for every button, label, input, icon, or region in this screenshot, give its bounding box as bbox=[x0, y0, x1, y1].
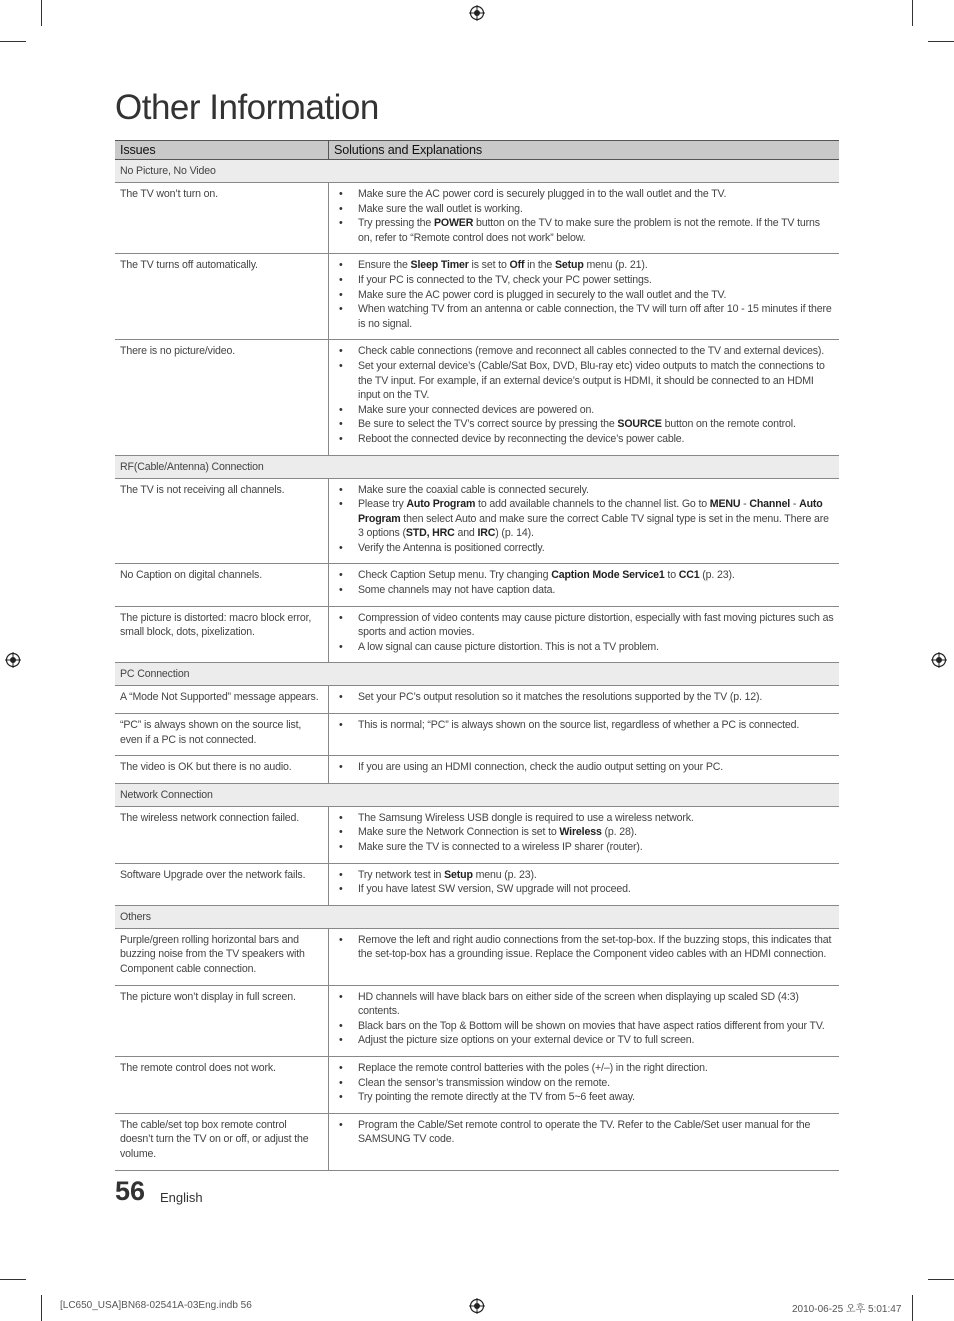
solution-item: • Make sure the wall outlet is working. bbox=[358, 202, 835, 217]
table-row bbox=[115, 714, 839, 756]
solutions-cell bbox=[329, 863, 840, 905]
section-title: Network Connection bbox=[115, 783, 839, 806]
solution-item: • If you are using an HDMI connection, check the audio output setting on your PC. bbox=[358, 760, 835, 775]
solution-item: • Make sure the coaxial cable is connected securely. bbox=[358, 483, 835, 498]
section-title: No Picture, No Video bbox=[115, 160, 839, 183]
solution-item: • Check cable connections (remove and reconnect all cables connected to the TV and external devices). bbox=[358, 344, 835, 359]
solutions-list bbox=[358, 1061, 835, 1105]
issue-cell: The cable/set top box remote control doesn’t turn the TV on or off, or adjust the volume. bbox=[115, 1113, 329, 1170]
solution-item: • If you have latest SW version, SW upgrade will not proceed. bbox=[358, 882, 835, 897]
registration-mark-icon bbox=[5, 652, 21, 668]
issue-cell: Purple/green rolling horizontal bars and buzzing noise from the TV speakers with Component cable connection. bbox=[115, 928, 329, 985]
solution-item: • Program the Cable/Set remote control to operate the TV. Refer to the Cable/Set user manual for the SAMSUNG TV code. bbox=[358, 1118, 835, 1147]
solutions-list bbox=[358, 933, 835, 962]
table-row bbox=[115, 183, 839, 254]
page-number: 56 bbox=[115, 1176, 146, 1206]
solution-item: • Check Caption Setup menu. Try changing Caption Mode Service1 to CC1 (p. 23). bbox=[358, 568, 835, 583]
solutions-cell bbox=[329, 1113, 840, 1170]
issue-cell: Software Upgrade over the network fails. bbox=[115, 863, 329, 905]
solutions-list bbox=[358, 483, 835, 556]
solutions-list bbox=[358, 611, 835, 655]
solutions-cell bbox=[329, 714, 840, 756]
issue-cell: The picture won’t display in full screen. bbox=[115, 985, 329, 1056]
issue-cell: The picture is distorted: macro block error, small block, dots, pixelization. bbox=[115, 606, 329, 663]
registration-mark-icon bbox=[469, 1298, 485, 1314]
solutions-cell bbox=[329, 756, 840, 784]
solution-item: • Set your PC’s output resolution so it matches the resolutions supported by the TV (p. 12). bbox=[358, 690, 835, 705]
section-row bbox=[115, 783, 839, 806]
solutions-list bbox=[358, 1118, 835, 1147]
crop-mark bbox=[912, 0, 913, 26]
solution-item: • Try pointing the remote directly at the TV from 5~6 feet away. bbox=[358, 1090, 835, 1105]
solution-item: • Black bars on the Top & Bottom will be shown on movies that have aspect ratios different from your TV. bbox=[358, 1019, 835, 1034]
section-title: RF(Cable/Antenna) Connection bbox=[115, 455, 839, 478]
registration-mark-icon bbox=[931, 652, 947, 668]
solutions-cell bbox=[329, 183, 840, 254]
table-row bbox=[115, 928, 839, 985]
solutions-cell bbox=[329, 928, 840, 985]
table-row bbox=[115, 478, 839, 564]
table-row bbox=[115, 686, 839, 714]
solution-item: • Adjust the picture size options on your external device or TV to full screen. bbox=[358, 1033, 835, 1048]
crop-mark bbox=[928, 1279, 954, 1280]
solution-item: • Reboot the connected device by reconnecting the device’s power cable. bbox=[358, 432, 835, 447]
solutions-list bbox=[358, 568, 835, 597]
section-row bbox=[115, 663, 839, 686]
issue-cell: A “Mode Not Supported” message appears. bbox=[115, 686, 329, 714]
solutions-cell bbox=[329, 686, 840, 714]
troubleshooting-table bbox=[115, 140, 839, 1171]
solution-item: • Verify the Antenna is positioned correctly. bbox=[358, 541, 835, 556]
solution-item: • A low signal can cause picture distortion. This is not a TV problem. bbox=[358, 640, 835, 655]
column-header-issues: Issues bbox=[115, 141, 329, 160]
table-row bbox=[115, 863, 839, 905]
table-row bbox=[115, 254, 839, 340]
solution-item: • Please try Auto Program to add available channels to the channel list. Go to MENU - Channel - Auto Program then select Auto and make sure the correct Cable TV signal type is set in the menu. There are 3 options (STD, HRC and IRC) (p. 14). bbox=[358, 497, 835, 541]
issue-cell: The TV is not receiving all channels. bbox=[115, 478, 329, 564]
solution-item: • Try pressing the POWER button on the TV to make sure the problem is not the remote. If the TV turns on, refer to “Remote control does not work” below. bbox=[358, 216, 835, 245]
solution-item: • Compression of video contents may cause picture distortion, especially with fast moving pictures such as sports and action movies. bbox=[358, 611, 835, 640]
solutions-cell bbox=[329, 254, 840, 340]
solutions-list bbox=[358, 990, 835, 1048]
solutions-list bbox=[358, 868, 835, 897]
issue-cell: The video is OK but there is no audio. bbox=[115, 756, 329, 784]
table-row bbox=[115, 1113, 839, 1170]
table-row bbox=[115, 1056, 839, 1113]
crop-mark bbox=[41, 1295, 42, 1321]
solutions-list bbox=[358, 718, 835, 733]
solution-item: • Try network test in Setup menu (p. 23). bbox=[358, 868, 835, 883]
solutions-cell bbox=[329, 1056, 840, 1113]
section-row bbox=[115, 160, 839, 183]
crop-mark bbox=[912, 1295, 913, 1321]
solution-item: • Make sure the AC power cord is securely plugged in to the wall outlet and the TV. bbox=[358, 187, 835, 202]
crop-mark bbox=[928, 41, 954, 42]
table-row bbox=[115, 806, 839, 863]
solution-item: • Make sure the Network Connection is set to Wireless (p. 28). bbox=[358, 825, 835, 840]
section-row bbox=[115, 455, 839, 478]
table-header-row bbox=[115, 141, 839, 160]
solution-item: • Clean the sensor’s transmission window on the remote. bbox=[358, 1076, 835, 1091]
solutions-cell bbox=[329, 606, 840, 663]
solution-item: • Make sure the AC power cord is plugged in securely to the wall outlet and the TV. bbox=[358, 288, 835, 303]
solutions-cell bbox=[329, 340, 840, 455]
issue-cell: The TV won’t turn on. bbox=[115, 183, 329, 254]
solutions-cell bbox=[329, 564, 840, 606]
issue-cell: There is no picture/video. bbox=[115, 340, 329, 455]
solutions-cell bbox=[329, 806, 840, 863]
table-row bbox=[115, 564, 839, 606]
section-row bbox=[115, 905, 839, 928]
solutions-cell bbox=[329, 478, 840, 564]
registration-mark-icon bbox=[469, 5, 485, 21]
solution-item: • Set your external device’s (Cable/Sat Box, DVD, Blu-ray etc) video outputs to match the connections to the TV input. For example, if an external device’s output is HDMI, it should be connected to an HDMI input on the TV. bbox=[358, 359, 835, 403]
solution-item: • Be sure to select the TV’s correct source by pressing the SOURCE button on the remote control. bbox=[358, 417, 835, 432]
solutions-list bbox=[358, 811, 835, 855]
solution-item: • Some channels may not have caption data. bbox=[358, 583, 835, 598]
solutions-list bbox=[358, 258, 835, 331]
solution-item: • Remove the left and right audio connections from the set-top-box. If the buzzing stops, this indicates that the set-top-box has a grounding issue. Replace the Component video cables with an HDMI connection. bbox=[358, 933, 835, 962]
solutions-list bbox=[358, 760, 835, 775]
table-row bbox=[115, 606, 839, 663]
page-language: English bbox=[160, 1190, 203, 1205]
page-title: Other Information bbox=[115, 88, 379, 127]
solutions-list bbox=[358, 187, 835, 245]
solution-item: • Make sure your connected devices are powered on. bbox=[358, 403, 835, 418]
table-row bbox=[115, 756, 839, 784]
solution-item: • This is normal; “PC” is always shown on the source list, regardless of whether a PC is connected. bbox=[358, 718, 835, 733]
solutions-list bbox=[358, 344, 835, 446]
footer-datetime: 2010-06-25 오후 5:01:47 bbox=[792, 1304, 902, 1315]
solution-item: • If your PC is connected to the TV, check your PC power settings. bbox=[358, 273, 835, 288]
solution-item: • When watching TV from an antenna or cable connection, the TV will turn off after 10 - 15 minutes if there is no signal. bbox=[358, 302, 835, 331]
solution-item: • Ensure the Sleep Timer is set to Off in the Setup menu (p. 21). bbox=[358, 258, 835, 273]
table-body bbox=[115, 160, 839, 1171]
issue-cell: The remote control does not work. bbox=[115, 1056, 329, 1113]
column-header-solutions: Solutions and Explanations bbox=[329, 141, 840, 160]
section-title: Others bbox=[115, 905, 839, 928]
solution-item: • Make sure the TV is connected to a wireless IP sharer (router). bbox=[358, 840, 835, 855]
crop-mark bbox=[0, 1279, 26, 1280]
solutions-list bbox=[358, 690, 835, 705]
table-row bbox=[115, 340, 839, 455]
crop-mark bbox=[41, 0, 42, 26]
issue-cell: “PC” is always shown on the source list, even if a PC is not connected. bbox=[115, 714, 329, 756]
table-row bbox=[115, 985, 839, 1056]
solution-item: • The Samsung Wireless USB dongle is required to use a wireless network. bbox=[358, 811, 835, 826]
crop-mark bbox=[0, 41, 26, 42]
section-title: PC Connection bbox=[115, 663, 839, 686]
solution-item: • Replace the remote control batteries with the poles (+/–) in the right direction. bbox=[358, 1061, 835, 1076]
solution-item: • HD channels will have black bars on either side of the screen when displaying up scaled SD (4:3) contents. bbox=[358, 990, 835, 1019]
footer-file-name: [LC650_USA]BN68-02541A-03Eng.indb 56 bbox=[60, 1300, 252, 1311]
issue-cell: The TV turns off automatically. bbox=[115, 254, 329, 340]
solutions-cell bbox=[329, 985, 840, 1056]
issue-cell: The wireless network connection failed. bbox=[115, 806, 329, 863]
issue-cell: No Caption on digital channels. bbox=[115, 564, 329, 606]
